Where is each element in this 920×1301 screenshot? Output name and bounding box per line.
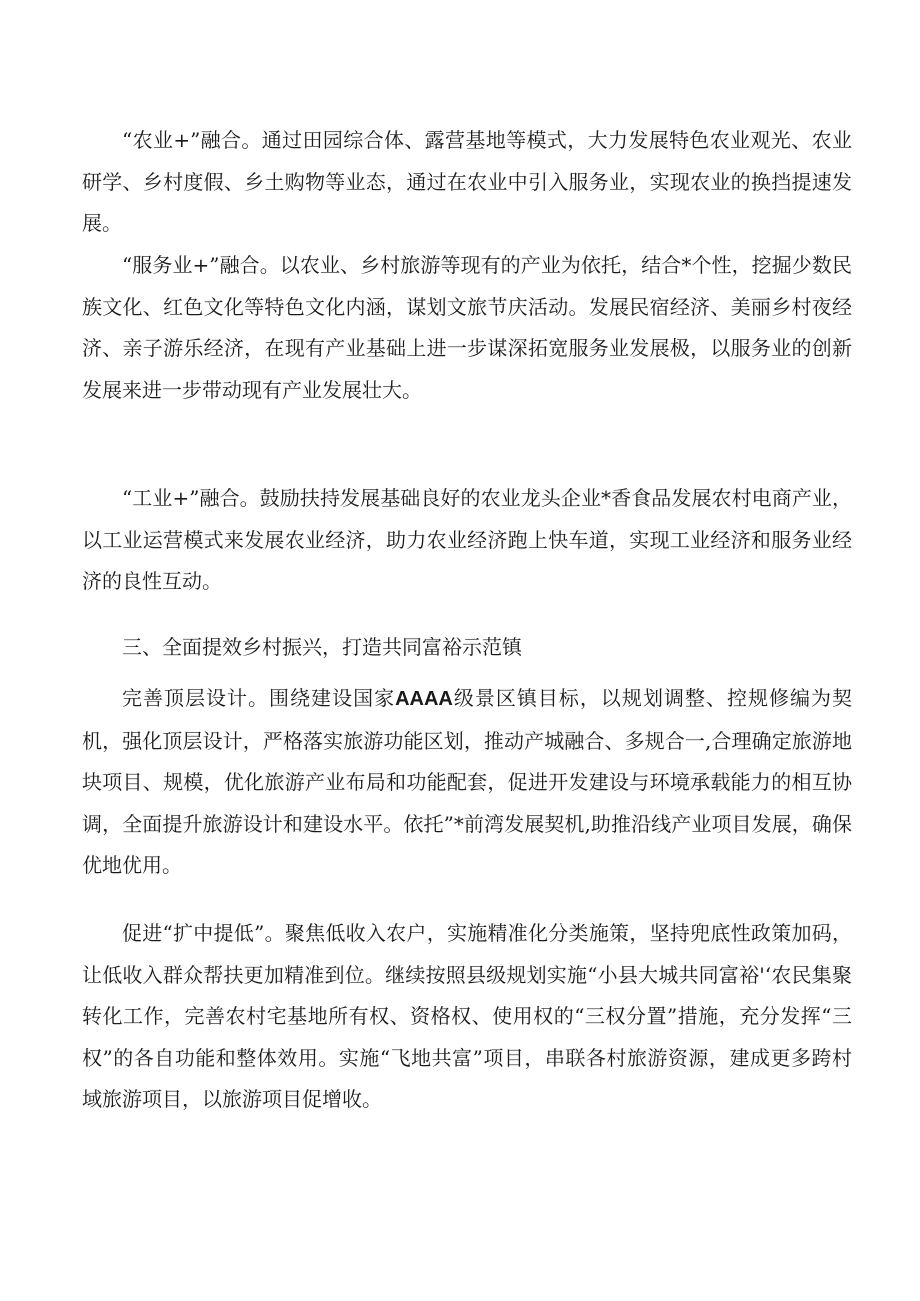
paragraph-expand-middle: 促进“扩中提低”。聚焦低收入农户，实施精准化分类施策，坚持兜底性政策加码，让低收入群众帮扶更加精准到位。继续按照县级规划实施“小县大城共同富裕'‘农民集聚转化工作，完善农村宅基地所有权、资格权、使用权的“三权分置”措施，充分发挥“三权”的各自功能和整体效用。实施“飞地共富”项目，串联各村旅游资源，建成更多跨村域旅游项目，以旅游项目促增收。: [82, 921, 852, 1111]
section-heading: 三、全面提效乡村振兴，打造共同富裕示范镇: [122, 635, 522, 659]
paragraph-top-level-design: [82, 678, 852, 887]
top-design-text-before: 完善顶层设计。围绕建设国家: [122, 686, 396, 710]
top-design-text-after: 级景区镇目标，以规划调整、控规修编为契机，强化顶层设计，严格落实旅游功能区划，推动产城融合、多规合一,合理确定旅游地块项目、规模，优化旅游产业布局和功能配套，促进开发建设与环境承载能力的相互协调，全面提升旅游设计和建设水平。依托”*前湾发展契机,助推沿线产业项目发展，确保优地优用。: [82, 686, 853, 877]
paragraph-industry-plus: “工业+”融合。鼓励扶持发展基础良好的农业龙头企业*香食品发展农村电商产业，以工业运营模式来发展农业经济，助力农业经济跑上快车道，实现工业经济和服务业经济的良性互动。: [82, 486, 852, 593]
paragraph-agriculture-plus: “农业+”融合。通过田园综合体、露营基地等模式，大力发展特色农业观光、农业研学、乡村度假、乡土购物等业态，通过在农业中引入服务业，实现农业的换挡提速发展。: [82, 128, 852, 235]
scenic-grade-emphasis: AAAA: [395, 688, 453, 710]
paragraph-service-plus: “服务业+”融合。以农业、乡村旅游等现有的产业为依托，结合*个性，挖掘少数民族文化、红色文化等特色文化内涵，谋划文旅节庆活动。发展民宿经济、美丽乡村夜经济、亲子游乐经济，在现有产业基础上进一步谋深拓宽服务业发展极，以服务业的创新发展来进一步带动现有产业发展壮大。: [82, 253, 852, 402]
